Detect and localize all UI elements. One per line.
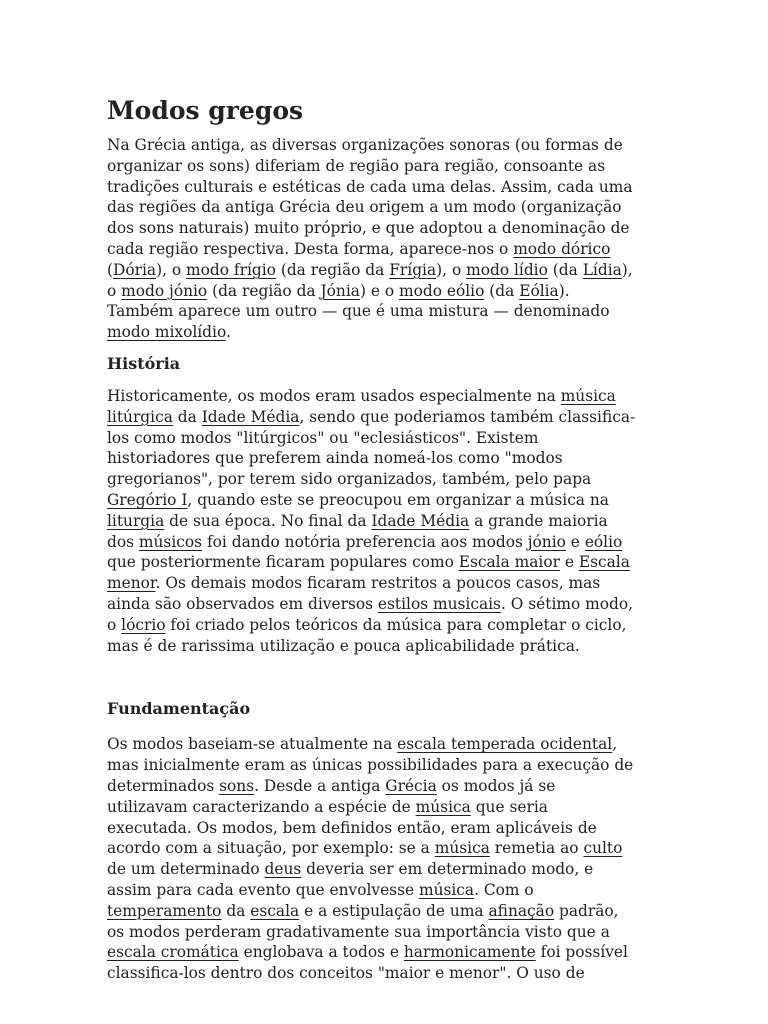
- intro-text: (da: [484, 281, 520, 300]
- intro-link[interactable]: modo jónio: [121, 281, 208, 300]
- fundamentals-text: remetia ao: [489, 839, 584, 858]
- article-content: [107, 96, 637, 984]
- intro-text: Na Grécia antiga, as diversas organizações sonoras (ou formas de organizar os sons) diferiam de região para região, consoante as tradições culturais e estéticas de cada uma delas. Assim, cada uma das regiões da antiga Grécia deu origem a um modo (organização dos sons naturais) muito próprio, e que adoptou a denominação de cada região respectiva. Desta forma, aparece-nos o: [107, 136, 633, 258]
- fundamentals-text: englobava a todos e: [238, 943, 404, 962]
- intro-text: (: [107, 260, 114, 279]
- intro-text: (da região da: [207, 281, 321, 300]
- intro-link[interactable]: Frígia: [389, 260, 437, 279]
- intro-link[interactable]: Lídia: [582, 260, 622, 279]
- intro-link[interactable]: modo mixolídio: [107, 323, 226, 342]
- fundamentals-link[interactable]: culto: [583, 839, 623, 858]
- history-link[interactable]: Idade Média: [201, 407, 300, 426]
- history-text: Historicamente, os modos eram usados especialmente na: [107, 386, 561, 405]
- fundamentals-link[interactable]: temperamento: [107, 901, 222, 920]
- fundamentals-text: os modos já se utilizavam caracterizando a espécie de: [107, 776, 556, 816]
- intro-link[interactable]: Jónia: [320, 281, 360, 300]
- fundamentals-text: de um determinado: [107, 860, 265, 879]
- fundamentals-link[interactable]: escala cromática: [107, 943, 239, 962]
- fundamentals-text: que seria executada. Os modos, bem definidos então, eram aplicáveis de acordo com a situação, por exemplo: se a: [107, 797, 597, 858]
- history-text: da: [172, 407, 202, 426]
- history-text: foi dando notória preferencia aos modos: [202, 532, 528, 551]
- history-link[interactable]: Escala menor: [107, 553, 630, 593]
- intro-text: ) e o: [359, 281, 400, 300]
- fundamentals-link[interactable]: escala: [250, 901, 300, 920]
- history-text: que posteriormente ficaram populares como: [107, 553, 459, 572]
- fundamentals-heading: Fundamentação: [107, 699, 251, 719]
- intro-link[interactable]: modo eólio: [399, 281, 485, 300]
- history-text: e: [565, 532, 585, 551]
- history-link[interactable]: lócrio: [121, 615, 166, 634]
- history-paragraph: [107, 386, 637, 656]
- intro-link[interactable]: Dória: [113, 260, 157, 279]
- fundamentals-paragraph: [107, 734, 637, 984]
- fundamentals-link[interactable]: harmonicamente: [403, 943, 536, 962]
- fundamentals-text: foi possível classifica-los dentro dos conceitos "maior e menor". O uso de: [107, 943, 628, 983]
- fundamentals-text: , mas inicialmente eram as únicas possibilidades para a execução de determinados: [107, 735, 634, 795]
- intro-link[interactable]: modo lídio: [466, 260, 548, 279]
- fundamentals-text: deveria ser em determinado modo, e assim para cada evento que envolvesse: [107, 860, 594, 899]
- fundamentals-text: padrão, os modos perderam gradativamente sua importância visto que a: [107, 901, 619, 941]
- fundamentals-text: Os modos baseiam-se atualmente na: [107, 735, 398, 754]
- fundamentals-link[interactable]: música: [418, 880, 475, 899]
- fundamentals-text: da: [221, 901, 251, 920]
- intro-text: .: [225, 323, 231, 342]
- history-link[interactable]: Idade Média: [371, 511, 470, 530]
- history-link[interactable]: liturgia: [107, 511, 165, 530]
- fundamentals-link[interactable]: afinação: [488, 901, 555, 920]
- history-link[interactable]: Escala maior: [458, 553, 560, 572]
- history-text: , sendo que poderiamos também classifica-los como modos "litúrgicos" ou "eclesiásticos". Existem historiadores que preferem ainda nomeá-los como "modos gregorianos", por terem sido organizados, também, pelo papa: [107, 407, 636, 489]
- intro-text: ). Também aparece um outro — que é uma mistura — denominado: [107, 281, 610, 321]
- intro-paragraph: [107, 135, 637, 343]
- fundamentals-link[interactable]: música: [415, 797, 471, 816]
- fundamentals-link[interactable]: música: [434, 839, 490, 858]
- history-link[interactable]: jónio: [527, 532, 566, 551]
- history-text: e: [559, 553, 579, 572]
- fundamentals-link[interactable]: sons: [219, 776, 255, 795]
- history-text: a grande maioria dos: [107, 511, 608, 551]
- history-heading: História: [107, 353, 181, 373]
- fundamentals-link[interactable]: deus: [264, 860, 302, 879]
- history-text: , quando este se preocupou em organizar a música na: [187, 490, 609, 509]
- intro-text: ), o: [436, 260, 467, 279]
- history-link[interactable]: músicos: [138, 532, 203, 551]
- history-text: de sua época. No final da: [164, 511, 372, 530]
- page-title: Modos gregos: [107, 96, 304, 125]
- history-link[interactable]: estilos musicais: [377, 594, 501, 613]
- fundamentals-text: . Desde a antiga: [254, 776, 386, 795]
- intro-text: (da: [547, 260, 583, 279]
- intro-link[interactable]: modo frígio: [186, 260, 276, 279]
- fundamentals-link[interactable]: Grécia: [385, 776, 437, 795]
- history-link[interactable]: música litúrgica: [107, 386, 616, 426]
- fundamentals-link[interactable]: escala temperada ocidental: [397, 735, 613, 754]
- history-text: . O sétimo modo, o: [107, 594, 633, 634]
- fundamentals-text: . Com o: [474, 880, 534, 899]
- history-link[interactable]: eólio: [584, 532, 623, 551]
- intro-text: ), o: [107, 260, 633, 300]
- fundamentals-text: e a estipulação de uma: [299, 901, 489, 920]
- history-text: . Os demais modos ficaram restritos a poucos casos, mas ainda são observados em diversos: [107, 574, 601, 613]
- intro-link[interactable]: modo dórico: [513, 239, 611, 258]
- history-link[interactable]: Gregório I: [107, 490, 188, 509]
- intro-text: ), o: [156, 260, 187, 279]
- intro-link[interactable]: Eólia: [519, 281, 559, 300]
- intro-text: (da região da: [275, 260, 390, 279]
- history-text: foi criado pelos teóricos da música para completar o ciclo, mas é de rarissima utilização e pouca aplicabilidade prática.: [107, 615, 627, 655]
